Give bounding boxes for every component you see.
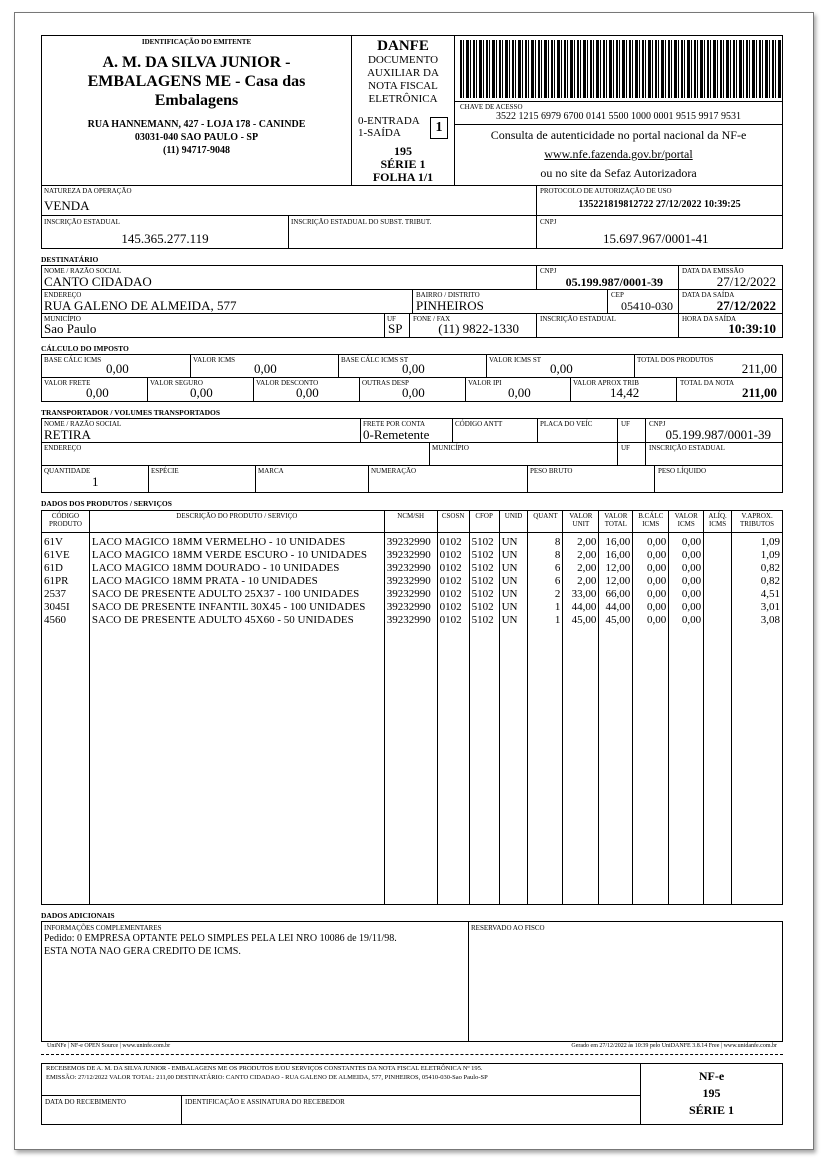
emitente-address [41,118,352,157]
imp-ipi: 0,00 [508,385,531,400]
produtos-table [41,510,783,905]
cell-quant: 6 [528,562,563,575]
filler-cell [599,627,633,905]
transp-uf-label: UF [621,420,630,428]
transp-numeracao-label: NUMERAÇÃO [371,467,417,475]
canhoto-assinatura-label: IDENTIFICAÇÃO E ASSINATURA DO RECEBEDOR [185,1098,345,1106]
imp-base-label: BASE CÁLC ICMS [44,356,102,364]
table-row [42,601,783,614]
cell-cfop: 5102 [469,601,499,614]
filler-cell [563,627,599,905]
dest-hora: 10:39:10 [728,321,776,336]
cell-cfop: 5102 [469,588,499,601]
transp-marca-label: MARCA [258,467,284,475]
cell-descricao: LACO MAGICO 18MM PRATA - 10 UNIDADES [89,575,384,588]
imp-icms: 0,00 [254,361,277,376]
imp-basest: 0,00 [402,361,425,376]
cell-cfop: 5102 [469,533,499,550]
dest-fone-label: FONE / FAX [413,315,451,323]
header-valor-unit: VALOR UNIT [563,511,599,533]
imp-totprod-label: TOTAL DOS PRODUTOS [637,356,714,364]
filler-cell [732,627,783,905]
cell-ncm: 39232990 [384,549,437,562]
cell-valor-total: 45,00 [599,614,633,627]
cell-valor-icms: 0,00 [669,562,704,575]
imp-totprod: 211,00 [741,361,777,376]
cell-vaprox: 1,09 [732,549,783,562]
dest-endereco: RUA GALENO DE ALMEIDA, 577 [44,298,237,313]
cell-aliq-icms [704,601,732,614]
emitente-phone: (11) 94717-9048 [163,145,230,156]
cell-csosn: 0102 [437,614,469,627]
cell-aliq-icms [704,533,732,550]
filler-cell [89,627,384,905]
dest-hora-label: HORA DA SAÍDA [682,315,737,323]
header-quant: QUANT [528,511,563,533]
emitente-name-line2: EMBALAGENS ME - Casa das [87,73,306,90]
cell-bcalc-icms: 0,00 [633,549,669,562]
cell-codigo: 4560 [42,614,90,627]
info-label: INFORMAÇÕES COMPLEMENTARES [44,924,162,932]
dest-ie-label: INSCRIÇÃO ESTADUAL [540,315,616,323]
chave-consulta: Consulta de autenticidade no portal nacional da NF-e [490,128,747,142]
cell-valor-total: 16,00 [599,549,633,562]
cell-aliq-icms [704,614,732,627]
cut-line [41,1054,783,1055]
header-vaprox: V.APROX. TRIBUTOS [732,511,783,533]
danfe-numero: 195 [394,144,412,158]
header-ncm: NCM/SH [384,511,437,533]
info-line2: ESTA NOTA NAO GERA CREDITO DE ICMS. [44,946,241,957]
dest-municipio-label: MUNICÍPIO [44,315,81,323]
imp-st: 0,00 [550,361,573,376]
imp-outras: 0,00 [402,385,425,400]
imp-icms-label: VALOR ICMS [193,356,236,364]
danfe-folha: FOLHA 1/1 [372,170,434,184]
cell-vaprox: 0,82 [732,575,783,588]
cell-codigo: 61PR [42,575,90,588]
cell-vaprox: 0,82 [732,562,783,575]
cell-descricao: LACO MAGICO 18MM VERMELHO - 10 UNIDADES [89,533,384,550]
emitente-section-label: IDENTIFICAÇÃO DO EMITENTE [141,38,252,46]
dest-nome: CANTO CIDADAO [44,274,152,289]
cnpj-emit-value: 15.697.967/0001-41 [603,231,709,246]
header-valor-icms: VALOR ICMS [669,511,704,533]
chave-value: 3522 1215 6979 6700 0141 5500 1000 0001 9515 9917 9531 [496,111,741,122]
transp-placa-label: PLACA DO VEÍC [540,420,593,428]
imposto-section-label: CÁLCULO DO IMPOSTO [41,344,129,353]
cell-csosn: 0102 [437,533,469,550]
transp-frete: 0-Remetente [363,427,430,442]
transp-liquido-label: PESO LÍQUIDO [658,467,707,475]
dest-fone: (11) 9822-1330 [438,321,519,336]
canhoto-line1: RECEBEMOS DE A. M. DA SILVA JUNIOR - EMBALAGENS ME OS PRODUTOS E/OU SERVIÇOS CONSTANTES DA NOTA FISCAL ELETRÔNICA Nº 195. [46,1065,483,1072]
cell-csosn: 0102 [437,601,469,614]
table-row [42,562,783,575]
cell-ncm: 39232990 [384,601,437,614]
cell-csosn: 0102 [437,575,469,588]
cell-descricao: SACO DE PRESENTE ADULTO 25X37 - 100 UNIDADES [89,588,384,601]
natureza-value: VENDA [44,198,90,213]
cell-cfop: 5102 [469,575,499,588]
cell-vaprox: 4,51 [732,588,783,601]
table-row [42,533,783,550]
transp-cnpj-label: CNPJ [649,420,666,428]
dest-cnpj-label: CNPJ [540,267,557,275]
imp-desconto-label: VALOR DESCONTO [256,379,319,387]
filler-cell [669,627,704,905]
cell-vaprox: 3,01 [732,601,783,614]
filler-cell [384,627,437,905]
imp-outras-label: OUTRAS DESP [362,379,409,387]
protocolo-label: PROTOCOLO DE AUTORIZAÇÃO DE USO [540,187,672,195]
transp-nome-label: NOME / RAZÃO SOCIAL [44,420,122,428]
transp-nome: RETIRA [44,427,91,442]
header-descricao: DESCRIÇÃO DO PRODUTO / SERVIÇO [89,511,384,533]
cell-valor-icms: 0,00 [669,549,704,562]
imp-seguro: 0,00 [190,385,213,400]
transp-cnpj: 05.199.987/0001-39 [665,427,771,442]
danfe-header [351,38,455,106]
cell-cfop: 5102 [469,614,499,627]
cell-valor-unit: 2,00 [563,533,599,550]
cell-codigo: 3045I [42,601,90,614]
cell-bcalc-icms: 0,00 [633,588,669,601]
adicionais-section-label: DADOS ADICIONAIS [41,911,115,920]
filler-cell [437,627,469,905]
emitente-address-line2: 03031-040 SAO PAULO - SP [134,132,259,143]
dest-cep-label: CEP [611,291,624,299]
dest-uf-label: UF [387,315,396,323]
imp-frete: 0,00 [86,385,109,400]
transp-endereco-label: ENDEREÇO [44,444,82,452]
imp-desconto: 0,00 [296,385,319,400]
cell-descricao: LACO MAGICO 18MM DOURADO - 10 UNIDADES [89,562,384,575]
imp-st-label: VALOR ICMS ST [489,356,541,364]
imp-frete-label: VALOR FRETE [44,379,91,387]
dest-endereco-label: ENDEREÇO [44,291,82,299]
fisco-box [468,921,783,1042]
cell-csosn: 0102 [437,549,469,562]
produtos-header-row [42,511,783,533]
cell-valor-unit: 2,00 [563,549,599,562]
cell-bcalc-icms: 0,00 [633,533,669,550]
cell-ncm: 39232990 [384,588,437,601]
cell-valor-total: 44,00 [599,601,633,614]
info-line1: Pedido: 0 EMPRESA OPTANTE PELO SIMPLES PELA LEI NRO 10086 de 19/11/98. [44,933,397,944]
emitente-address-line1: RUA HANNEMANN, 427 - LOJA 178 - CANINDE [87,119,306,130]
cell-valor-unit: 44,00 [563,601,599,614]
footer-right: Gerado em 27/12/2022 às 10:39 pelo UniDANFE 3.8.14 Free | www.unidanfe.com.br [571,1043,777,1049]
cell-valor-icms: 0,00 [669,614,704,627]
danfe-sub3: NOTA FISCAL [368,80,438,92]
cell-quant: 6 [528,575,563,588]
dest-bairro-label: BAIRRO / DISTRITO [416,291,480,299]
transp-qtd-label: QUANTIDADE [44,467,91,475]
cell-bcalc-icms: 0,00 [633,614,669,627]
cell-valor-unit: 45,00 [563,614,599,627]
table-filler-row [42,627,783,905]
produtos-section-label: DADOS DOS PRODUTOS / SERVIÇOS [41,499,172,508]
header-bcalc-icms: B.CÁLC ICMS [633,511,669,533]
cell-unid: UN [499,533,528,550]
filler-cell [633,627,669,905]
cell-ncm: 39232990 [384,575,437,588]
cell-codigo: 61D [42,562,90,575]
cell-ncm: 39232990 [384,562,437,575]
transp-ie-label: INSCRIÇÃO ESTADUAL [649,444,725,452]
canhoto-nfe: NF-e [698,1069,725,1083]
canhoto-serie: SÉRIE 1 [688,1103,735,1117]
dest-emissao: 27/12/2022 [716,274,776,289]
cell-valor-icms: 0,00 [669,533,704,550]
transp-section-label: TRANSPORTADOR / VOLUMES TRANSPORTADOS [41,408,221,417]
chave-site-link[interactable]: www.nfe.fazenda.gov.br/portal [544,147,693,161]
transp-bruto-label: PESO BRUTO [530,467,573,475]
imp-aprox-label: VALOR APROX TRIB [573,379,639,387]
natureza-label: NATUREZA DA OPERAÇÃO [44,187,132,195]
cell-cfop: 5102 [469,562,499,575]
cell-aliq-icms [704,588,732,601]
transp-endereco-box [41,442,430,466]
cell-valor-total: 16,00 [599,533,633,550]
cell-descricao: SACO DE PRESENTE INFANTIL 30X45 - 100 UNIDADES [89,601,384,614]
cnpj-emit-label: CNPJ [540,218,557,226]
cell-ncm: 39232990 [384,614,437,627]
cell-aliq-icms [704,562,732,575]
filler-cell [704,627,732,905]
chave-label: CHAVE DE ACESSO [460,103,523,111]
canhoto-nfe-block [640,1068,783,1119]
cell-valor-total: 12,00 [599,575,633,588]
dest-uf: SP [388,321,403,336]
cell-quant: 1 [528,601,563,614]
cell-aliq-icms [704,575,732,588]
cell-codigo: 2537 [42,588,90,601]
cell-csosn: 0102 [437,588,469,601]
cell-codigo: 61VE [42,549,90,562]
cell-valor-unit: 2,00 [563,575,599,588]
header-valor-total: VALOR TOTAL [599,511,633,533]
cell-valor-total: 12,00 [599,562,633,575]
cell-quant: 8 [528,549,563,562]
cell-unid: UN [499,601,528,614]
cell-descricao: LACO MAGICO 18MM VERDE ESCURO - 10 UNIDADES [89,549,384,562]
cell-unid: UN [499,588,528,601]
imp-basest-label: BASE CÁLC ICMS ST [341,356,409,364]
table-row [42,549,783,562]
emitente-name-line1: A. M. DA SILVA JUNIOR - [102,54,291,71]
transp-municipio-label: MUNICÍPIO [432,444,469,452]
transp-antt-label: CÓDIGO ANTT [455,420,503,428]
table-row [42,588,783,601]
ie-label: INSCRIÇÃO ESTADUAL [44,218,120,226]
cell-quant: 1 [528,614,563,627]
cell-valor-icms: 0,00 [669,575,704,588]
cell-descricao: SACO DE PRESENTE ADULTO 45X60 - 50 UNIDADES [89,614,384,627]
cell-bcalc-icms: 0,00 [633,575,669,588]
canhoto-data-label: DATA DO RECEBIMENTO [45,1098,126,1106]
imp-seguro-label: VALOR SEGURO [150,379,203,387]
dest-cnpj: 05.199.987/0001-39 [565,275,663,289]
cell-valor-icms: 0,00 [669,601,704,614]
cell-codigo: 61V [42,533,90,550]
dest-nome-label: NOME / RAZÃO SOCIAL [44,267,122,275]
filler-cell [528,627,563,905]
imp-base: 0,00 [106,361,129,376]
cell-cfop: 5102 [469,549,499,562]
cell-bcalc-icms: 0,00 [633,601,669,614]
fisco-label: RESERVADO AO FISCO [471,924,545,932]
cell-vaprox: 3,08 [732,614,783,627]
cell-quant: 2 [528,588,563,601]
barcode-icon [460,40,782,98]
transp-especie-label: ESPÉCIE [151,467,179,475]
cell-valor-unit: 33,00 [563,588,599,601]
emitente-name [41,53,352,110]
imp-totnota: 211,00 [741,385,777,400]
cell-unid: UN [499,562,528,575]
transp-uf2-label: UF [621,444,630,452]
cell-bcalc-icms: 0,00 [633,562,669,575]
protocolo-value: 135221819812722 27/12/2022 10:39:25 [578,199,741,210]
danfe-sub1: DOCUMENTO [367,54,439,66]
header-unid: UNID [499,511,528,533]
header-csosn: CSOSN [437,511,469,533]
dest-emissao-label: DATA DA EMISSÃO [682,267,744,275]
cell-unid: UN [499,575,528,588]
dest-bairro: PINHEIROS [416,298,484,313]
emitente-name-line3: Embalagens [154,92,239,109]
ie-value: 145.365.277.119 [121,231,209,246]
danfe-sub2: AUXILIAR DA [367,67,439,79]
dest-cep: 05410-030 [621,299,673,313]
dest-saida: 27/12/2022 [716,298,776,313]
dest-municipio: Sao Paulo [44,321,97,336]
danfe-entrada: 0-ENTRADA [358,115,420,127]
cell-ncm: 39232990 [384,533,437,550]
danfe-tipo-box: 1 [430,117,448,139]
footer-left: UniNFe | NF-e OPEN Source | www.uninfe.com.br [47,1043,171,1049]
transp-frete-label: FRETE POR CONTA [363,420,426,428]
table-row [42,614,783,627]
canhoto-line2: EMISSÃO: 27/12/2022 VALOR TOTAL: 211,00 DESTINATÁRIO: CANTO CIDADAO - RUA GALENO DE ALMEIDA, 577, PINHEIROS, 05410-030-Sao Paulo-SP [46,1074,488,1081]
header-codigo: CÓDIGO PRODUTO [42,511,90,533]
danfe-saida: 1-SAÍDA [358,127,401,139]
ie-st-label: INSCRIÇÃO ESTADUAL DO SUBST. TRIBUT. [291,218,432,226]
cell-valor-icms: 0,00 [669,588,704,601]
cell-valor-unit: 2,00 [563,562,599,575]
imp-totnota-label: TOTAL DA NOTA [680,379,735,387]
header-aliq-icms: ALÍQ. ICMS [704,511,732,533]
chave-sefaz: ou no site da Sefaz Autorizadora [540,166,697,180]
filler-cell [42,627,90,905]
filler-cell [499,627,528,905]
cell-quant: 8 [528,533,563,550]
canhoto-numero: 195 [702,1086,721,1100]
table-row [42,575,783,588]
danfe-serie: SÉRIE 1 [380,157,426,171]
cell-valor-total: 66,00 [599,588,633,601]
danfe-numero-block [351,145,455,184]
cell-vaprox: 1,09 [732,533,783,550]
header-cfop: CFOP [469,511,499,533]
imp-aprox: 14,42 [610,385,640,400]
danfe-sub4: ELETRÔNICA [368,93,438,105]
cell-unid: UN [499,614,528,627]
destinatario-section-label: DESTINATÁRIO [41,255,99,264]
cell-aliq-icms [704,549,732,562]
danfe-title: DANFE [377,38,429,54]
cell-unid: UN [499,549,528,562]
dest-saida-label: DATA DA SAÍDA [682,291,735,299]
cell-csosn: 0102 [437,562,469,575]
imp-ipi-label: VALOR IPI [468,379,502,387]
transp-qtd: 1 [92,474,99,489]
filler-cell [469,627,499,905]
